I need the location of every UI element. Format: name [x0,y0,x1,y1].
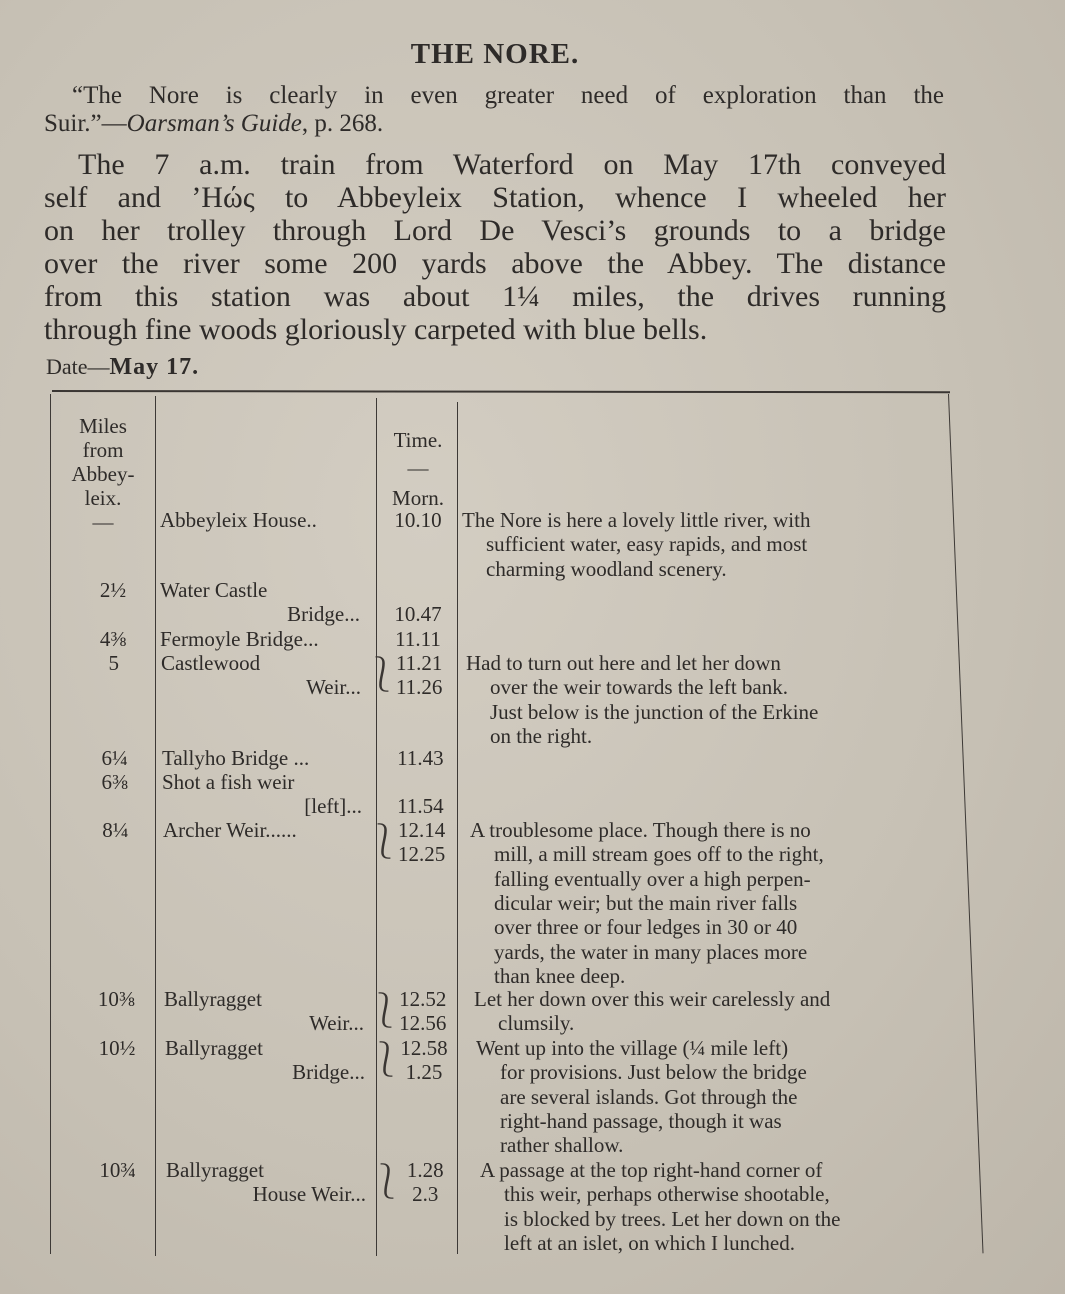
place-name: House Weir... [252,1182,366,1207]
remark-line: is blocked by trees. Let her down on the [504,1206,841,1231]
paragraph-line: self and ’Hώς to Abbeyleix Station, whence I wheeled her [44,181,946,214]
table-line-right [948,394,984,1253]
time-value: 11.11 [395,627,441,651]
brace-mark: ⎱ [369,1040,403,1080]
header-miles: from [82,438,124,462]
place-name: Archer Weir...... [163,818,297,842]
remark-line: charming woodland scenery. [486,556,727,581]
time-value: 11.21 [395,651,443,675]
place-name: Bridge... [287,602,360,627]
paragraph-line: on her trolley through Lord De Vesci’s grounds to a bridge [44,214,946,247]
header-time: — [407,456,429,480]
time-value: 12.14 [397,818,446,842]
remark-line: clumsily. [498,1011,575,1036]
remark-line: A troublesome place. Though there is no [470,818,811,842]
remark-line: falling eventually over a high perpen- [494,866,811,891]
miles-value: 8¼ [102,818,129,842]
place-name: Weir... [309,1011,364,1036]
header-time: Morn. [392,486,444,510]
place-name: Shot a fish weir [162,770,295,794]
miles-value: 10¾ [99,1158,137,1182]
miles-value: 4⅜ [99,627,127,651]
epigraph-line-2: Suir.”—Oarsman’s Guide, p. 268. [44,110,384,137]
miles-value: 6⅜ [101,770,128,794]
remark-line: on the right. [490,723,593,748]
remark-line: Just below is the junction of the Erkine [490,699,819,724]
brace-mark: ⎱ [368,991,402,1031]
page-title: THE NORE. [410,38,580,70]
remark-line: rather shallow. [500,1133,624,1158]
paragraph-line: from this station was about 1¼ miles, the drives running [44,280,946,313]
place-name: Ballyragget [166,1158,264,1182]
date-line: Date—May 17. [46,354,200,380]
place-name: Bridge... [292,1060,365,1085]
remark-line: left at an islet, on which I lunched. [504,1230,795,1255]
remark-line: Had to turn out here and let her down [466,651,781,675]
epigraph [44,82,944,138]
brace-mark: ⎱ [367,822,401,862]
remark-line: The Nore is here a lovely little river, with [462,508,811,532]
remark-line: are several islands. Got through the [500,1084,798,1109]
header-miles: — [92,510,114,534]
paragraph-line: The 7 a.m. train from Waterford on May 17th conveyed [78,148,946,181]
remark-line: over the weir towards the left bank. [490,675,788,700]
place-name: Ballyragget [164,987,262,1011]
time-value: 12.25 [397,842,446,867]
time-value: 1.25 [405,1060,443,1085]
header-miles: Abbey- [71,462,135,486]
place-name: Castlewood [161,651,261,675]
place-name: Water Castle [160,578,268,602]
table-line-left [50,394,51,1254]
time-value: 11.26 [395,675,443,700]
time-value: 1.28 [406,1158,444,1182]
place-name: [left]... [304,794,362,819]
remark-line: right-hand passage, though it was [500,1108,782,1133]
place-name: Tallyho Bridge ... [162,746,310,770]
place-name: Ballyragget [165,1036,263,1060]
miles-value: 10⅜ [97,987,135,1011]
remark-line: A passage at the top right-hand corner of [480,1158,823,1182]
miles-value: 2½ [99,578,127,602]
remark-line: over three or four ledges in 30 or 40 [494,915,798,940]
paragraph-line: over the river some 200 yards above the Abbey. The distance [44,247,946,280]
place-name: Weir... [306,675,361,700]
remark-line: for provisions. Just below the bridge [500,1060,807,1085]
date-value: May 17. [109,354,200,380]
header-time: Time. [393,428,443,452]
miles-value: 6¼ [101,746,128,770]
remark-line: dicular weir; but the main river falls [494,890,798,915]
brace-mark: ⎱ [365,655,399,695]
place-name: Abbeyleix House.. [160,508,317,532]
remark-line: sufficient water, easy rapids, and most [486,532,808,557]
epigraph-line-1: “The Nore is clearly in even greater need of exploration than the [72,82,944,109]
time-value: 12.58 [400,1036,448,1060]
paragraph-line: through fine woods gloriously carpeted with blue bells. [44,313,708,346]
place-name: Fermoyle Bridge... [160,627,319,651]
header-miles: leix. [84,486,122,510]
time-value: 10.47 [394,602,442,627]
time-value: 12.52 [399,987,447,1011]
time-value: 11.54 [397,794,444,819]
time-value: 2.3 [412,1182,439,1207]
remark-line: this weir, perhaps otherwise shootable, [504,1182,830,1207]
table-top-rule [52,390,950,393]
remark-line: yards, the water in many places more [494,939,808,964]
time-value: 10.10 [394,508,442,532]
remark-line: mill, a mill stream goes off to the right, [494,842,824,867]
intro-paragraph [44,148,946,346]
time-value: 12.56 [399,1011,447,1036]
miles-value: 5 [108,651,120,675]
remark-line: Let her down over this weir carelessly and [474,987,831,1011]
miles-value: 10½ [98,1036,136,1060]
remark-line: than knee deep. [494,963,626,988]
remark-line: Went up into the village (¼ mile left) [476,1036,789,1060]
header-miles: Miles [79,414,127,438]
epigraph-source: Oarsman’s Guide [126,110,302,137]
brace-mark: ⎱ [370,1162,404,1202]
time-value: 11.43 [397,746,444,770]
